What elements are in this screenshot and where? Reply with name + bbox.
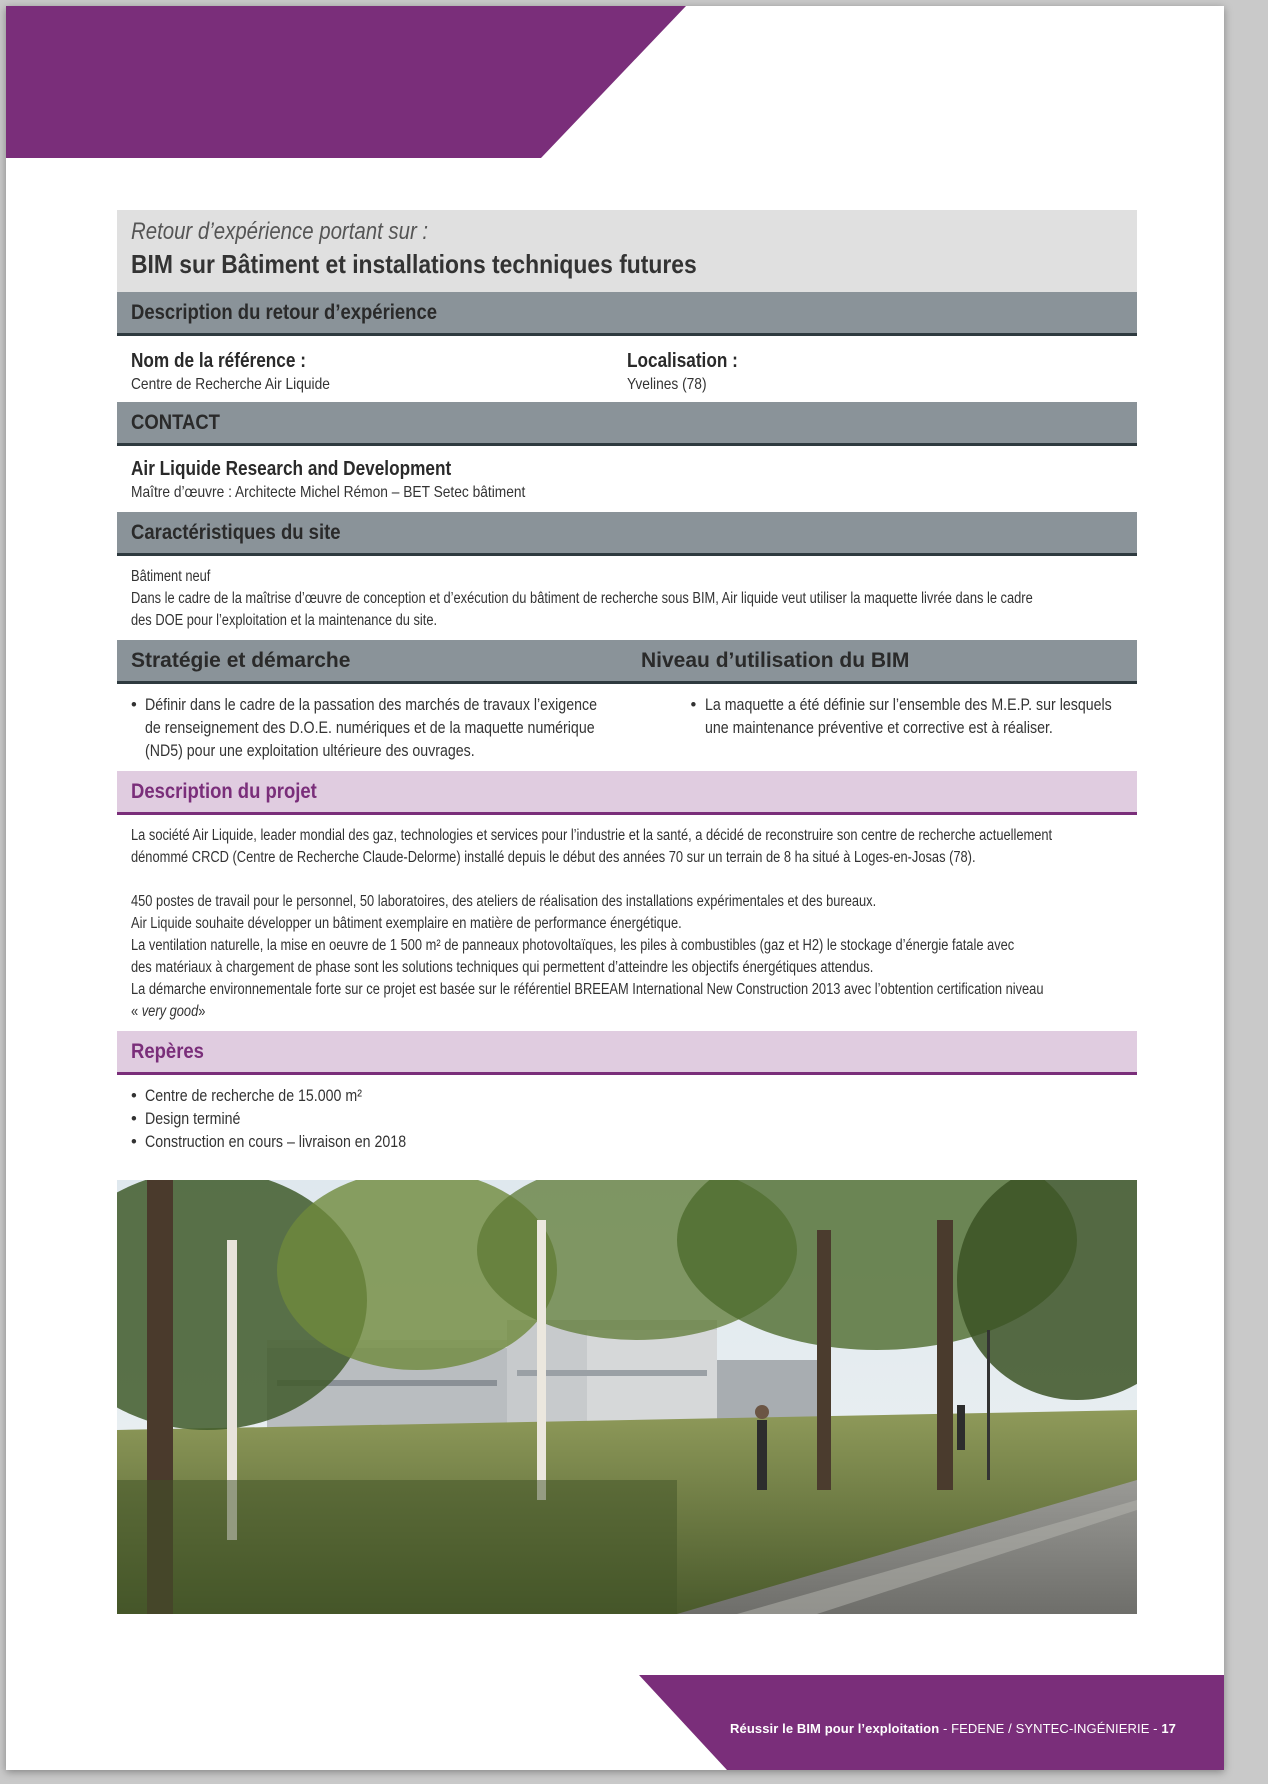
- section-heading: Description du retour d’expérience: [131, 300, 438, 324]
- section-bar-projet: [117, 771, 1137, 815]
- site-line: Dans le cadre de la maîtrise d’œuvre de conception et d’exécution du bâtiment de recherche sous BIM, Air liquide veut utiliser la maquette livrée dans le cadre: [131, 590, 1033, 607]
- site-line: Bâtiment neuf: [131, 568, 211, 585]
- rating-text: very good: [141, 1003, 199, 1020]
- bullet-line: La maquette a été définie sur l’ensemble des M.E.P. sur lesquels: [704, 696, 1112, 714]
- projet-line: dénommé CRCD (Centre de Recherche Claude-Delorme) installé depuis le début des années 70 sur un terrain de 8 ha situé à Loges-en-Josas (78).: [131, 849, 976, 866]
- repere-text: Design terminé: [145, 1110, 241, 1128]
- section-heading: Repères: [131, 1039, 204, 1063]
- reference-label: Nom de la référence :: [131, 350, 306, 372]
- projet-line: La démarche environnementale forte sur ce projet est basée sur le référentiel BREEAM International New Construction 2013 avec l’obtention certification niveau: [131, 981, 1044, 998]
- bullet-icon: •: [131, 1133, 137, 1151]
- section-heading: Niveau d’utilisation du BIM: [641, 648, 910, 672]
- strategie-niveau-columns: [117, 684, 1137, 771]
- bullet-line: une maintenance préventive et corrective est à réaliser.: [704, 719, 1053, 737]
- section-heading: Stratégie et démarche: [131, 648, 351, 672]
- niveau-column: [691, 694, 1178, 763]
- projet-line: des matériaux à chargement de phase sont les solutions techniques qui permettent d’atteindre les objectifs énergétiques attendus.: [131, 959, 874, 976]
- contact-name: Air Liquide Research and Development: [131, 458, 452, 480]
- site-text: [117, 556, 1137, 640]
- page-title: BIM sur Bâtiment et installations techniques futures: [131, 249, 697, 279]
- bullet-icon: •: [690, 696, 697, 714]
- reperes-list: [117, 1075, 1137, 1166]
- page: [6, 6, 1224, 1770]
- projet-line: 450 postes de travail pour le personnel, 50 laboratoires, des ateliers de réalisation des installations expérimentales et des bureaux.: [131, 893, 877, 910]
- top-decoration-band: [6, 6, 686, 158]
- reference-row: [117, 336, 1137, 402]
- list-item: [131, 1085, 1123, 1108]
- list-item: [131, 694, 671, 763]
- bullet-line: de renseignement des D.O.E. numériques et de la maquette numérique: [145, 719, 595, 737]
- page-footer: [730, 1721, 1176, 1736]
- building-rendering-image: [117, 1180, 1137, 1614]
- section-heading: Caractéristiques du site: [131, 520, 341, 544]
- localisation-value: Yvelines (78): [627, 376, 707, 393]
- repere-text: Construction en cours – livraison en 2018: [145, 1133, 407, 1151]
- reference-block: [131, 350, 627, 394]
- title-box: [117, 210, 1137, 292]
- bullet-line: (ND5) pour une exploitation ultérieure des ouvrages.: [145, 742, 475, 760]
- page-number: 17: [1161, 1721, 1176, 1736]
- section-bar-site: [117, 512, 1137, 556]
- section-bar-contact: [117, 402, 1137, 446]
- quote-open: «: [131, 1003, 142, 1020]
- bullet-icon: •: [131, 1110, 137, 1128]
- section-bar-description-retour: [117, 292, 1137, 336]
- bullet-line: Définir dans le cadre de la passation des marchés de travaux l’exigence: [145, 696, 597, 714]
- repere-text: Centre de recherche de 15.000 m²: [145, 1087, 362, 1105]
- projet-line: La ventilation naturelle, la mise en oeuvre de 1 500 m² de panneaux photovoltaïques, les piles à combustibles (gaz et H2) le stockage d’énergie fatale avec: [131, 937, 1015, 954]
- projet-line-last: [131, 1001, 954, 1023]
- site-line: des DOE pour l’exploitation et la maintenance du site.: [131, 612, 438, 629]
- localisation-label: Localisation :: [627, 350, 738, 372]
- section-bar-strategie-niveau: [117, 640, 1137, 684]
- footer-title: Réussir le BIM pour l’exploitation: [730, 1721, 940, 1736]
- reference-value: Centre de Recherche Air Liquide: [131, 376, 330, 393]
- page-subtitle: Retour d’expérience portant sur :: [131, 218, 429, 245]
- projet-line: La société Air Liquide, leader mondial des gaz, technologies et services pour l’industrie et la santé, a décidé de reconstruire son centre de recherche actuellement: [131, 827, 1053, 844]
- content: [117, 210, 1137, 1614]
- list-item: [691, 694, 1178, 740]
- section-bar-reperes: [117, 1031, 1137, 1075]
- contact-block: [117, 446, 1137, 512]
- strategie-column: [131, 694, 691, 763]
- contact-detail: Maître d’œuvre : Architecte Michel Rémon – BET Setec bâtiment: [131, 484, 526, 501]
- section-heading: Description du projet: [131, 779, 317, 803]
- bullet-icon: •: [131, 696, 137, 714]
- projet-line: Air Liquide souhaite développer un bâtiment exemplaire en matière de performance énergétique.: [131, 915, 682, 932]
- quote-close: »: [198, 1003, 206, 1020]
- section-heading: CONTACT: [131, 410, 220, 434]
- list-item: [131, 1108, 1123, 1131]
- bullet-icon: •: [131, 1087, 137, 1105]
- list-item: [131, 1131, 1123, 1154]
- localisation-block: [627, 350, 1123, 394]
- footer-publisher: - FEDENE / SYNTEC-INGÉNIERIE -: [939, 1721, 1162, 1736]
- projet-text: [117, 815, 1137, 1031]
